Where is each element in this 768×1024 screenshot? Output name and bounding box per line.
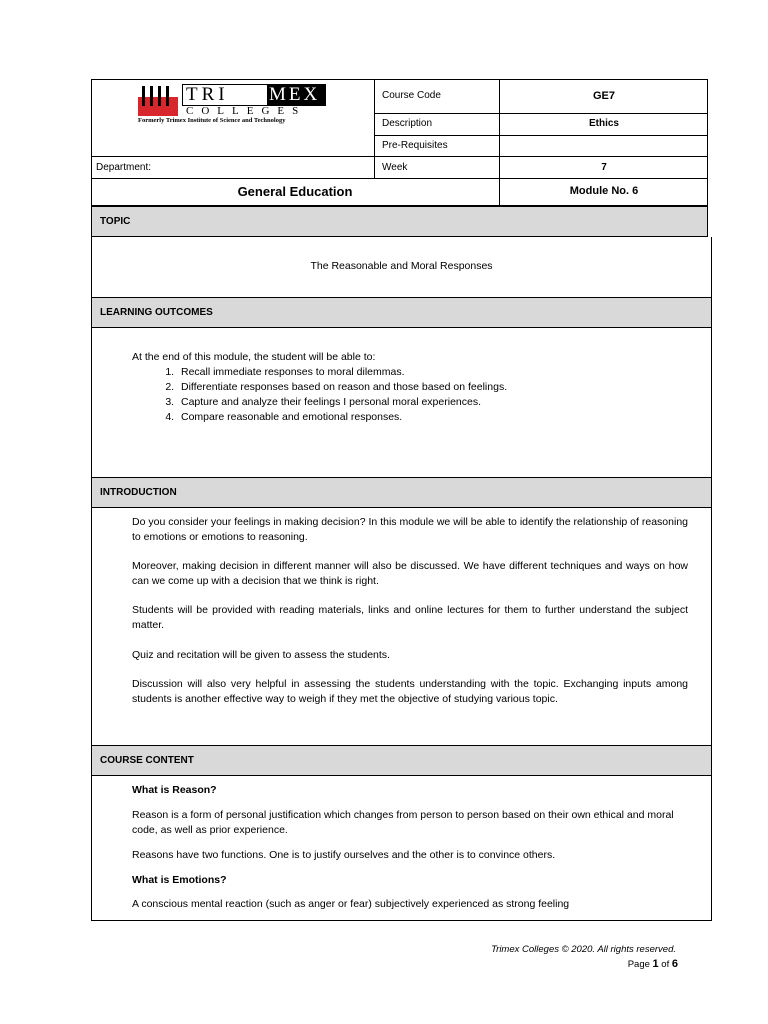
page-word: Page — [627, 959, 650, 970]
logo-subtitle: COLLEGES — [186, 105, 307, 117]
week-value: 7 — [601, 162, 607, 173]
learning-outcomes-list — [132, 365, 688, 425]
page-of: of — [661, 959, 670, 970]
page-current: 1 — [652, 958, 659, 970]
intro-paragraph-2: Moreover, making decision in different manner will also be discussed. We have different techniques and ways on how can we come up with a decision that we think is right. — [132, 560, 688, 587]
learning-outcomes-heading: LEARNING OUTCOMES — [91, 297, 712, 328]
learning-outcomes-content — [132, 350, 688, 425]
description-value: Ethics — [588, 118, 619, 129]
topic-text: The Reasonable and Moral Responses — [310, 260, 493, 272]
department-label: Department: — [96, 162, 152, 173]
topic-heading: TOPIC — [91, 206, 708, 237]
list-item: 2. Differentiate responses based on reason and those based on feelings. — [177, 380, 688, 395]
list-item: 4. Compare reasonable and emotional responses. — [177, 410, 688, 425]
department-value: General Education — [237, 184, 353, 199]
emotions-paragraph-1: A conscious mental reaction (such as anger or fear) subjectively experienced as strong feeling — [132, 898, 570, 910]
emotions-title: What is Emotions? — [132, 874, 227, 886]
footer-copyright: Trimex Colleges © 2020. All rights reserved. — [491, 944, 676, 955]
module-label: Module No. 6 — [569, 185, 639, 197]
page-number — [628, 958, 678, 970]
topic-body — [91, 237, 712, 298]
list-item: 3. Capture and analyze their feelings I personal moral experiences. — [177, 395, 688, 410]
reason-paragraph-1: Reason is a form of personal justification which changes from person to person based on their own ethical and moral code, as well as prior experience. — [132, 809, 674, 836]
page-total: 6 — [671, 958, 678, 970]
list-item: 1. Recall immediate responses to moral dilemmas. — [177, 365, 688, 380]
intro-paragraph-3: Students will be provided with reading materials, links and online lectures for them to further understand the subject matter. — [132, 604, 688, 631]
logo-bars-icon — [138, 83, 178, 116]
course-content-heading: COURSE CONTENT — [91, 745, 712, 776]
learning-outcomes-intro: At the end of this module, the student will be able to: — [132, 351, 376, 363]
course-code-value: GE7 — [592, 90, 615, 102]
intro-paragraph-1: Do you consider your feelings in making decision? In this module we will be able to identify the relationship of reasoning to emotions or emotions to reasoning. — [132, 516, 688, 543]
intro-paragraph-4: Quiz and recitation will be given to assess the students. — [132, 649, 390, 661]
logo-brand-part1: TRI — [183, 85, 267, 105]
prereq-label: Pre-Requisites — [382, 140, 448, 151]
reason-title: What is Reason? — [132, 784, 217, 796]
reason-paragraph-2: Reasons have two functions. One is to justify ourselves and the other is to convince others. — [132, 849, 556, 861]
course-code-label: Course Code — [382, 90, 441, 101]
logo-brand-part2: MEX — [267, 85, 325, 105]
week-label: Week — [382, 162, 408, 173]
description-label: Description — [382, 118, 433, 129]
logo-tagline: Formerly Trimex Institute of Science and Technology — [138, 117, 286, 124]
introduction-heading: INTRODUCTION — [91, 477, 712, 508]
intro-paragraph-5: Discussion will also very helpful in assessing the students understanding with the topic. Exchanging inputs among students is another effective way to weigh if they met the objective of studying various topic. — [132, 678, 688, 705]
logo-wordmark — [182, 84, 326, 106]
